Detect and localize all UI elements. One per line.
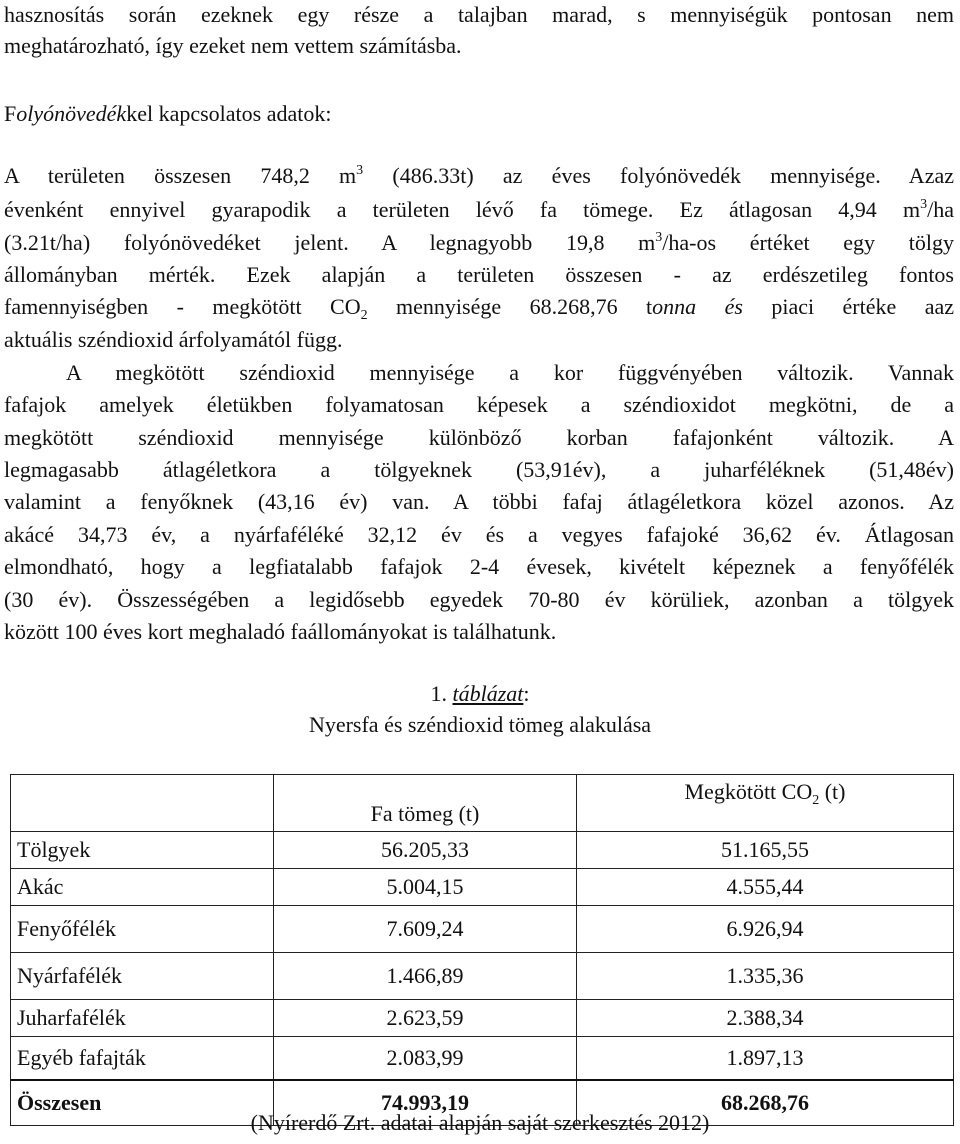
table-row (11, 832, 954, 869)
text-fragment: A területen összesen 748,2 m (4, 163, 357, 188)
text-line: A megkötött széndioxid mennyisége a kor függvényében változik. Vannak (66, 360, 954, 385)
co2-cell: 1.335,36 (577, 953, 954, 1000)
co2-cell: 1.897,13 (577, 1037, 954, 1081)
total-co2-cell: 68.268,76 (577, 1080, 954, 1126)
text-line: fafajok amelyek életükben folyamatosan képesek a széndioxidot megkötni, de a (4, 392, 954, 417)
text-line: meghatározható, így ezeket nem vettem számításba. (4, 33, 462, 58)
text-line: valamint a fenyőknek (43,16 év) van. A többi fafaj átlagéletkora közel azonos. Az (4, 489, 954, 514)
text-line: megkötött széndioxid mennyisége különböző korban fafajonként változik. A (4, 425, 954, 450)
section-intro (4, 101, 954, 127)
superscript: 3 (920, 197, 928, 212)
text-line (4, 163, 954, 189)
text-line: állományban mérték. Ezek alapján a területen összesen - az erdészetileg fontos (4, 262, 954, 287)
total-wood-mass-cell: 74.993,19 (274, 1080, 577, 1126)
co2-cell: 51.165,55 (577, 832, 954, 869)
species-cell: Fenyőfélék (11, 906, 274, 953)
caption-number: 1. (430, 681, 453, 706)
header-cell-wood-mass: Fa tömeg (t) (274, 775, 577, 832)
header-cell-co2 (577, 775, 954, 832)
species-cell: Nyárfafélék (11, 953, 274, 1000)
species-cell: Egyéb fafajták (11, 1037, 274, 1081)
text-line: akácé 34,73 év, a nyárfaféléké 32,12 év és a vegyes fafajoké 36,62 év. Átlagosan (4, 522, 954, 547)
text-fragment: kel kapcsolatos adatok: (126, 101, 332, 126)
text-fragment: mennyisége 68.268,76 t (367, 294, 653, 319)
wood-mass-cell: 1.466,89 (274, 953, 577, 1000)
text-line (4, 230, 954, 256)
species-cell: Juharfafélék (11, 1000, 274, 1037)
text-fragment: (486.33t) az éves folyónövedék mennyisége. Azaz (363, 163, 954, 188)
text-line (4, 294, 955, 323)
text-fragment: famennyiségben - megkötött CO (4, 294, 361, 319)
table-source-note: (Nyírerdő Zrt. adatai alapján saját szerkesztés 2012) (250, 1110, 710, 1135)
text-line: között 100 éves kort meghaladó faállományokat is találhatunk. (4, 619, 557, 644)
italic-term: onna és (652, 294, 743, 319)
text-line: legmagasabb átlagéletkora a tölgyeknek (53,91év), a juharféléknek (51,48év) (4, 457, 954, 482)
header-text: Megkötött CO (684, 779, 813, 804)
table-row (11, 953, 954, 1000)
text-line: elmondható, hogy a legfiatalabb fafajok 2-4 évesek, kivételt képeznek a fenyőfélék (4, 554, 954, 579)
wood-mass-cell: 2.083,99 (274, 1037, 577, 1081)
co2-cell: 6.926,94 (577, 906, 954, 953)
table-row (11, 869, 954, 906)
italic-term: olyónövedék (16, 101, 127, 126)
header-text: (t) (819, 779, 846, 804)
text-line: aktuális széndioxid árfolyamától függ. (4, 327, 343, 352)
wood-mass-cell: 56.205,33 (274, 832, 577, 869)
subscript: 2 (812, 793, 820, 808)
superscript: 3 (655, 230, 663, 245)
caption-label: táblázat (452, 681, 524, 706)
header-cell-empty (11, 775, 274, 832)
wood-mass-cell: 2.623,59 (274, 1000, 577, 1037)
co2-cell: 2.388,34 (577, 1000, 954, 1037)
text-line: (30 év). Összességében a legidősebb egyedek 70-80 év körüliek, azonban a tölgyek (4, 587, 954, 612)
superscript: 3 (356, 163, 364, 178)
table-row (11, 1000, 954, 1037)
wood-mass-cell: 7.609,24 (274, 906, 577, 953)
text-fragment: /ha-os értéket egy tölgy (662, 230, 954, 255)
table-header-row (11, 775, 954, 832)
text-fragment: (3.21t/ha) folyónövedéket jelent. A legnagyobb 19,8 m (4, 230, 656, 255)
species-cell: Tölgyek (11, 832, 274, 869)
text-fragment: /ha (927, 197, 954, 222)
text-fragment: évenként ennyivel gyarapodik a területen lévő fa tömege. Ez átlagosan 4,94 m (4, 197, 921, 222)
table-caption-number (0, 681, 960, 707)
table-row (11, 906, 954, 953)
caption-colon: : (523, 681, 530, 706)
data-table (10, 774, 954, 1126)
subscript: 2 (360, 308, 368, 323)
text-line: hasznosítás során ezeknek egy része a talajban marad, s mennyiségük pontosan nem (4, 2, 954, 27)
text-line (4, 197, 954, 223)
co2-cell: 4.555,44 (577, 869, 954, 906)
text-fragment: F (4, 101, 17, 126)
table-row (11, 1037, 954, 1081)
species-cell: Akác (11, 869, 274, 906)
text-fragment: piaci értéke aaz (742, 294, 955, 319)
table-title: Nyersfa és széndioxid tömeg alakulása (308, 712, 652, 737)
wood-mass-cell: 5.004,15 (274, 869, 577, 906)
total-label-cell: Összesen (11, 1080, 274, 1126)
